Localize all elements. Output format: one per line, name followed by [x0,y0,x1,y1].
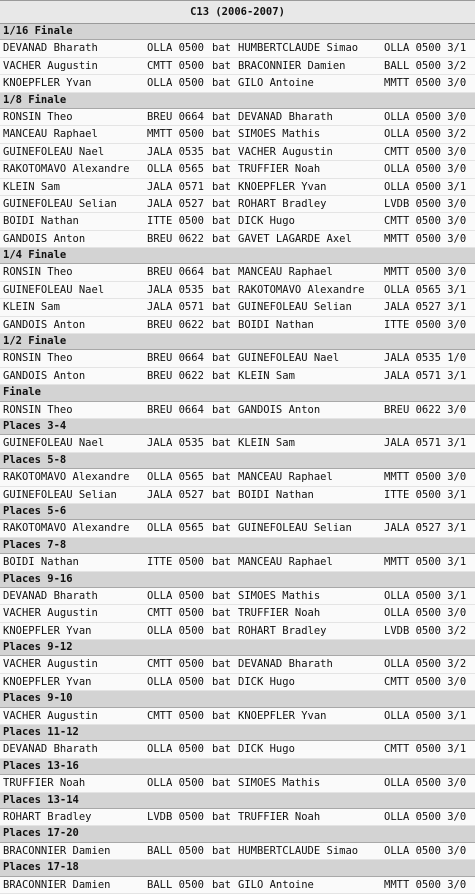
round-heading: 1/8 Finale [0,93,475,109]
winner-name: BOIDI Nathan [3,556,79,569]
round-heading: Places 9-10 [0,691,475,707]
winner-club: OLLA 0565 [147,163,204,176]
winner-name: VACHER Augustin [3,658,98,671]
loser-name: KNOEPFLER Yvan [238,709,327,722]
match-row [0,213,475,230]
beat-word: bat [212,624,231,637]
match-row [0,588,475,605]
match-row [0,368,475,385]
loser-club-score: OLLA 0500 3/2 [384,658,467,671]
winner-name: GUINEFOLEAU Selian [3,488,117,501]
match-row [0,58,475,75]
round-heading: Places 13-16 [0,759,475,775]
beat-word: bat [212,556,231,569]
beat-word: bat [212,743,231,756]
loser-club-score: OLLA 0500 3/2 [384,128,467,141]
beat-word: bat [212,301,231,314]
winner-name: DEVANAD Bharath [3,589,98,602]
loser-name: GAVET LAGARDE Axel [238,232,352,245]
loser-club-score: JALA 0535 1/0 [384,352,467,365]
match-row [0,282,475,299]
winner-club: JALA 0571 [147,301,204,314]
winner-name: DEVANAD Bharath [3,42,98,55]
winner-club: LVDB 0500 [147,810,204,823]
beat-word: bat [212,145,231,158]
winner-name: KNOEPFLER Yvan [3,624,92,637]
winner-club: OLLA 0500 [147,589,204,602]
winner-club: JALA 0535 [147,145,204,158]
loser-club-score: OLLA 0500 3/1 [384,180,467,193]
loser-club-score: OLLA 0500 3/1 [384,709,467,722]
winner-name: GUINEFOLEAU Nael [3,145,105,158]
winner-club: BREU 0622 [147,369,204,382]
loser-club-score: OLLA 0500 3/0 [384,844,467,857]
beat-word: bat [212,522,231,535]
beat-word: bat [212,128,231,141]
loser-club-score: MMTT 0500 3/0 [384,232,467,245]
winner-club: BREU 0664 [147,266,204,279]
winner-name: GANDOIS Anton [3,318,86,331]
match-row [0,708,475,725]
beat-word: bat [212,878,231,891]
round-heading: Places 5-6 [0,504,475,520]
round-heading: 1/16 Finale [0,24,475,40]
match-row [0,605,475,622]
match-row [0,402,475,419]
match-row [0,775,475,792]
loser-name: GILO Antoine [238,878,314,891]
beat-word: bat [212,844,231,857]
winner-name: GUINEFOLEAU Selian [3,197,117,210]
loser-club-score: JALA 0571 3/1 [384,369,467,382]
beat-word: bat [212,777,231,790]
loser-club-score: OLLA 0500 3/0 [384,607,467,620]
loser-club-score: ITTE 0500 3/0 [384,318,467,331]
beat-word: bat [212,283,231,296]
winner-club: BREU 0664 [147,352,204,365]
beat-word: bat [212,59,231,72]
loser-name: ROHART Bradley [238,197,327,210]
loser-name: ROHART Bradley [238,624,327,637]
match-row [0,144,475,161]
beat-word: bat [212,488,231,501]
loser-name: KLEIN Sam [238,437,295,450]
loser-name: GUINEFOLEAU Selian [238,522,352,535]
match-row [0,350,475,367]
loser-club-score: CMTT 0500 3/0 [384,145,467,158]
winner-name: GANDOIS Anton [3,232,86,245]
match-row [0,299,475,316]
winner-name: VACHER Augustin [3,709,98,722]
match-row [0,161,475,178]
winner-club: OLLA 0565 [147,471,204,484]
loser-club-score: MMTT 0500 3/0 [384,266,467,279]
match-row [0,656,475,673]
beat-word: bat [212,607,231,620]
winner-name: RAKOTOMAVO Alexandre [3,163,130,176]
loser-name: DEVANAD Bharath [238,110,333,123]
beat-word: bat [212,810,231,823]
match-row [0,179,475,196]
winner-club: JALA 0527 [147,488,204,501]
round-heading: Places 17-18 [0,860,475,876]
beat-word: bat [212,110,231,123]
loser-name: DICK Hugo [238,215,295,228]
loser-name: SIMOES Mathis [238,589,321,602]
winner-club: BALL 0500 [147,844,204,857]
winner-name: RONSIN Theo [3,110,73,123]
winner-club: OLLA 0500 [147,743,204,756]
beat-word: bat [212,215,231,228]
loser-club-score: MMTT 0500 3/1 [384,556,467,569]
loser-club-score: OLLA 0500 3/0 [384,810,467,823]
loser-club-score: OLLA 0500 3/1 [384,42,467,55]
winner-club: BREU 0664 [147,110,204,123]
winner-name: MANCEAU Raphael [3,128,98,141]
match-row [0,877,475,894]
winner-club: JALA 0535 [147,283,204,296]
loser-club-score: CMTT 0500 3/1 [384,743,467,756]
loser-name: DICK Hugo [238,743,295,756]
round-heading: Places 9-12 [0,640,475,656]
loser-club-score: OLLA 0500 3/0 [384,777,467,790]
loser-name: GANDOIS Anton [238,403,321,416]
loser-name: DICK Hugo [238,675,295,688]
loser-club-score: ITTE 0500 3/1 [384,488,467,501]
match-row [0,469,475,486]
round-heading: 1/4 Finale [0,248,475,264]
winner-name: BRACONNIER Damien [3,844,111,857]
match-row [0,623,475,640]
match-row [0,317,475,334]
loser-name: TRUFFIER Noah [238,163,321,176]
loser-name: MANCEAU Raphael [238,266,333,279]
loser-name: MANCEAU Raphael [238,471,333,484]
winner-club: OLLA 0500 [147,42,204,55]
loser-name: BOIDI Nathan [238,488,314,501]
loser-club-score: CMTT 0500 3/0 [384,675,467,688]
winner-name: GUINEFOLEAU Nael [3,437,105,450]
match-row [0,435,475,452]
loser-club-score: BALL 0500 3/2 [384,59,467,72]
loser-name: BRACONNIER Damien [238,59,346,72]
winner-name: KLEIN Sam [3,180,60,193]
loser-name: DEVANAD Bharath [238,658,333,671]
winner-club: JALA 0527 [147,197,204,210]
beat-word: bat [212,352,231,365]
loser-name: KNOEPFLER Yvan [238,180,327,193]
winner-club: OLLA 0500 [147,777,204,790]
winner-name: RONSIN Theo [3,352,73,365]
match-row [0,264,475,281]
loser-name: HUMBERTCLAUDE Simao [238,844,359,857]
loser-club-score: BREU 0622 3/0 [384,403,467,416]
match-row [0,196,475,213]
round-heading: Places 17-20 [0,826,475,842]
loser-club-score: JALA 0571 3/1 [384,437,467,450]
loser-name: SIMOES Mathis [238,128,321,141]
round-heading: Places 7-8 [0,538,475,554]
winner-club: BREU 0622 [147,232,204,245]
loser-club-score: MMTT 0500 3/0 [384,77,467,90]
winner-club: ITTE 0500 [147,215,204,228]
beat-word: bat [212,232,231,245]
beat-word: bat [212,589,231,602]
match-row [0,487,475,504]
winner-club: JALA 0571 [147,180,204,193]
winner-club: BREU 0664 [147,403,204,416]
winner-name: RONSIN Theo [3,403,73,416]
winner-club: BALL 0500 [147,878,204,891]
match-row [0,520,475,537]
winner-name: BRACONNIER Damien [3,878,111,891]
beat-word: bat [212,658,231,671]
winner-club: CMTT 0500 [147,709,204,722]
loser-name: GILO Antoine [238,77,314,90]
winner-club: ITTE 0500 [147,556,204,569]
loser-name: TRUFFIER Noah [238,607,321,620]
loser-name: KLEIN Sam [238,369,295,382]
round-heading: 1/2 Finale [0,334,475,350]
results-sections [0,24,475,894]
loser-club-score: CMTT 0500 3/0 [384,215,467,228]
loser-club-score: JALA 0527 3/1 [384,522,467,535]
match-row [0,109,475,126]
beat-word: bat [212,675,231,688]
match-row [0,809,475,826]
winner-club: CMTT 0500 [147,658,204,671]
beat-word: bat [212,471,231,484]
winner-name: RAKOTOMAVO Alexandre [3,522,130,535]
winner-club: OLLA 0500 [147,675,204,688]
beat-word: bat [212,163,231,176]
beat-word: bat [212,403,231,416]
winner-club: OLLA 0565 [147,522,204,535]
round-heading: Places 9-16 [0,572,475,588]
beat-word: bat [212,266,231,279]
beat-word: bat [212,318,231,331]
winner-club: OLLA 0500 [147,624,204,637]
loser-name: HUMBERTCLAUDE Simao [238,42,359,55]
beat-word: bat [212,42,231,55]
winner-club: JALA 0535 [147,437,204,450]
winner-name: GUINEFOLEAU Nael [3,283,105,296]
loser-club-score: LVDB 0500 3/0 [384,197,467,210]
loser-club-score: MMTT 0500 3/0 [384,471,467,484]
loser-club-score: OLLA 0500 3/1 [384,589,467,602]
match-row [0,843,475,860]
winner-name: RAKOTOMAVO Alexandre [3,471,130,484]
winner-name: BOIDI Nathan [3,215,79,228]
loser-name: MANCEAU Raphael [238,556,333,569]
match-row [0,554,475,571]
winner-name: ROHART Bradley [3,810,92,823]
beat-word: bat [212,77,231,90]
winner-name: VACHER Augustin [3,607,98,620]
loser-name: RAKOTOMAVO Alexandre [238,283,365,296]
loser-name: SIMOES Mathis [238,777,321,790]
round-heading: Places 5-8 [0,453,475,469]
winner-name: GANDOIS Anton [3,369,86,382]
beat-word: bat [212,180,231,193]
winner-name: TRUFFIER Noah [3,777,86,790]
match-row [0,231,475,248]
winner-name: KNOEPFLER Yvan [3,77,92,90]
winner-name: VACHER Augustin [3,59,98,72]
sheet-title: C13 (2006-2007) [0,1,475,24]
beat-word: bat [212,197,231,210]
loser-club-score: LVDB 0500 3/2 [384,624,467,637]
loser-club-score: OLLA 0500 3/0 [384,110,467,123]
winner-club: BREU 0622 [147,318,204,331]
winner-name: DEVANAD Bharath [3,743,98,756]
loser-club-score: OLLA 0565 3/1 [384,283,467,296]
match-row [0,674,475,691]
loser-club-score: JALA 0527 3/1 [384,301,467,314]
winner-name: KLEIN Sam [3,301,60,314]
loser-club-score: MMTT 0500 3/0 [384,878,467,891]
loser-name: VACHER Augustin [238,145,333,158]
loser-name: GUINEFOLEAU Nael [238,352,340,365]
round-heading: Finale [0,385,475,401]
match-row [0,75,475,92]
round-heading: Places 13-14 [0,793,475,809]
winner-club: MMTT 0500 [147,128,204,141]
winner-club: OLLA 0500 [147,77,204,90]
loser-name: BOIDI Nathan [238,318,314,331]
round-heading: Places 3-4 [0,419,475,435]
match-row [0,40,475,57]
round-heading: Places 11-12 [0,725,475,741]
winner-name: RONSIN Theo [3,266,73,279]
winner-club: CMTT 0500 [147,59,204,72]
match-row [0,126,475,143]
loser-name: TRUFFIER Noah [238,810,321,823]
beat-word: bat [212,437,231,450]
beat-word: bat [212,369,231,382]
beat-word: bat [212,709,231,722]
loser-name: GUINEFOLEAU Selian [238,301,352,314]
match-row [0,741,475,758]
winner-name: KNOEPFLER Yvan [3,675,92,688]
loser-club-score: OLLA 0500 3/0 [384,163,467,176]
winner-club: CMTT 0500 [147,607,204,620]
